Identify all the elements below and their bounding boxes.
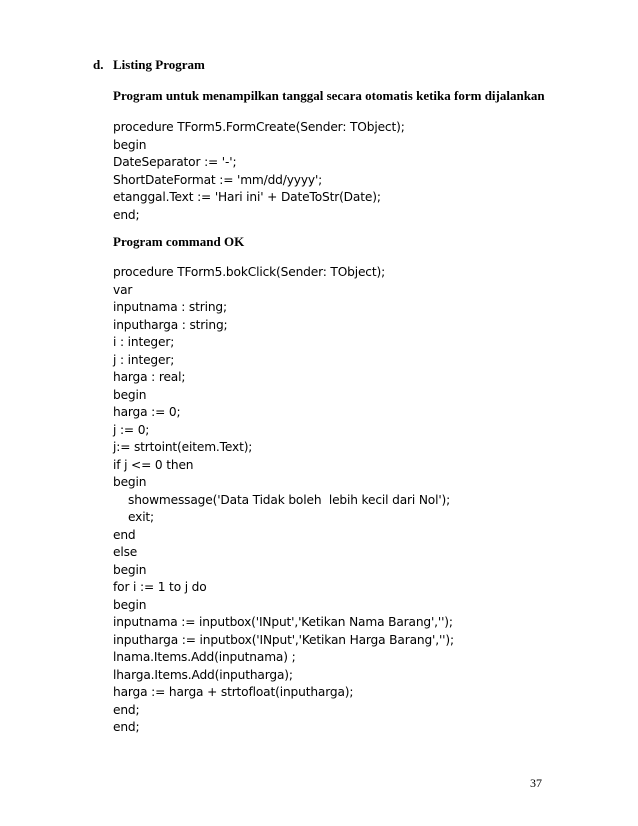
code-line: harga := 0; — [113, 405, 181, 419]
block2-code-listing — [113, 264, 454, 737]
section-marker: d. — [93, 57, 104, 72]
code-line: i : integer; — [113, 335, 175, 349]
code-line: if j <= 0 then — [113, 457, 194, 472]
code-line: harga := harga + strtofloat(inputharga); — [113, 685, 354, 699]
code-line: lnama.Items.Add(inputnama) ; — [113, 650, 296, 664]
code-line: end; — [113, 207, 140, 222]
code-line: else — [113, 545, 138, 559]
code-line: begin — [113, 387, 147, 402]
code-line: end — [113, 527, 136, 542]
code-line: end; — [113, 702, 140, 717]
code-line: j : integer; — [113, 352, 175, 367]
code-line: var — [113, 282, 133, 297]
code-line: harga : real; — [113, 370, 186, 384]
code-line: inputnama : string; — [113, 300, 227, 314]
block1-code-listing — [113, 119, 405, 224]
code-line: inputnama := inputbox('INput','Ketikan Nama Barang',''); — [113, 615, 453, 629]
code-line: begin — [113, 137, 147, 152]
code-line: for i := 1 to j do — [113, 580, 207, 594]
code-line: begin — [113, 475, 147, 489]
page-number: 37 — [530, 776, 542, 790]
code-line: procedure TForm5.bokClick(Sender: TObject); — [113, 265, 386, 279]
block1-heading: Program untuk menampilkan tanggal secara otomatis ketika form dijalankan — [113, 88, 545, 103]
code-line: exit; — [128, 510, 155, 524]
code-line: etanggal.Text := 'Hari ini' + DateToStr(Date); — [113, 190, 381, 204]
code-line: begin — [113, 562, 147, 577]
code-line: begin — [113, 597, 147, 612]
code-line: j:= strtoint(eitem.Text); — [113, 440, 253, 454]
section-heading — [93, 57, 205, 73]
block2-heading: Program command OK — [113, 234, 245, 249]
code-line: inputharga : string; — [113, 317, 228, 332]
code-line: end; — [113, 720, 140, 734]
code-line: showmessage('Data Tidak boleh lebih kecil dari Nol'); — [128, 492, 451, 507]
code-line: lharga.Items.Add(inputharga); — [113, 667, 293, 682]
code-line: inputharga := inputbox('INput','Ketikan Harga Barang',''); — [113, 632, 454, 647]
code-line: DateSeparator := '-'; — [113, 155, 237, 169]
code-line: j := 0; — [113, 422, 150, 437]
code-line: procedure TForm5.FormCreate(Sender: TObject); — [113, 120, 405, 134]
code-line: ShortDateFormat := 'mm/dd/yyyy'; — [113, 172, 323, 187]
section-title: Listing Program — [113, 57, 205, 72]
